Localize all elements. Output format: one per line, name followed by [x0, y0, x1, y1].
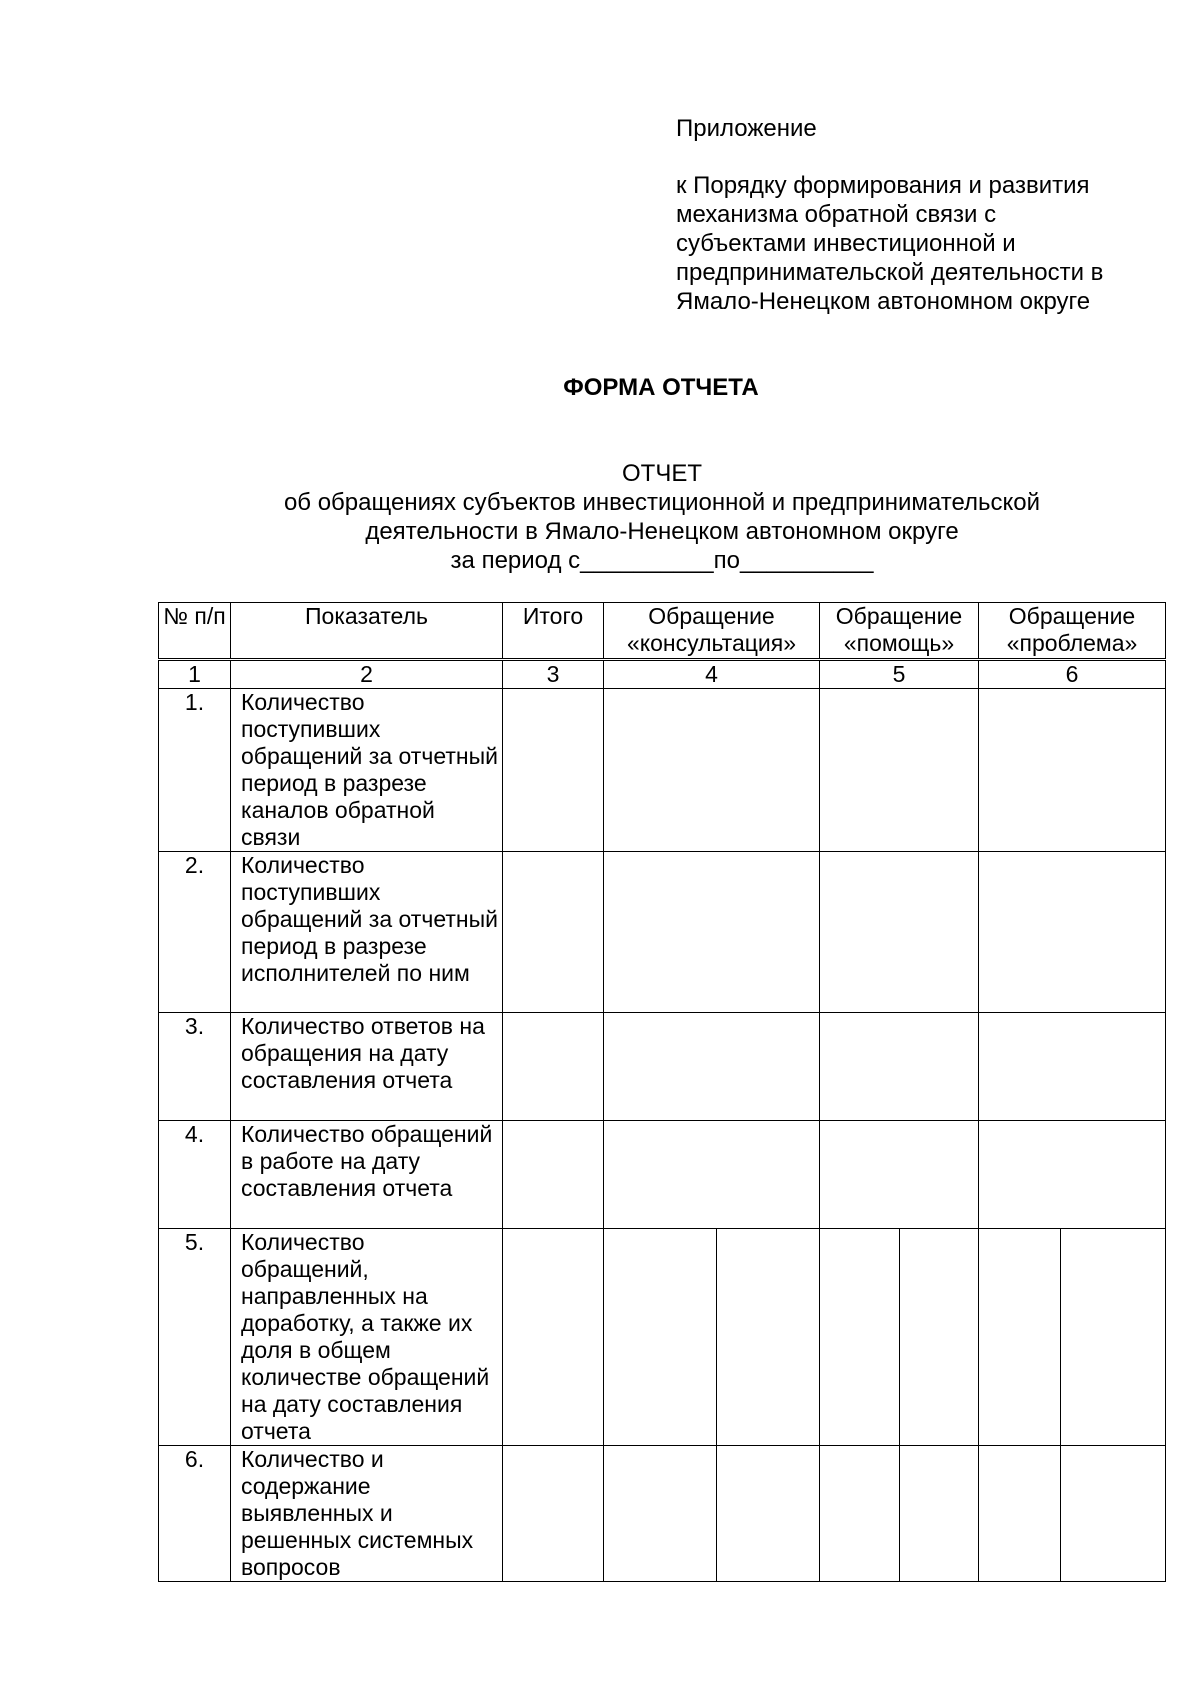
row-number: 5.: [159, 1229, 231, 1446]
consultation-count-cell: [604, 1229, 717, 1446]
problem-content-cell: [1061, 1446, 1166, 1582]
appendix-text: [676, 171, 1176, 316]
problem-cell: [979, 1121, 1166, 1229]
appendix-line: к Порядку формирования и развития: [676, 172, 1090, 199]
header-cell-indicator: Показатель: [231, 603, 503, 660]
help-count-cell: [820, 1446, 900, 1582]
appendix-line: механизма обратной связи с: [676, 201, 997, 228]
report-subtitle-line: об обращениях субъектов инвестиционной и предпринимательской: [283, 489, 1041, 516]
row-number: 2.: [159, 852, 231, 1013]
problem-cell: [979, 689, 1166, 852]
help-share-cell: [900, 1229, 979, 1446]
table-row: [159, 1013, 1166, 1121]
row-number: 6.: [159, 1446, 231, 1582]
row-indicator: Количество поступивших обращений за отчетный период в разрезе каналов обратной связи: [231, 689, 503, 852]
column-number-cell: 4: [604, 660, 820, 689]
consultation-content-cell: [717, 1446, 820, 1582]
row-number: 4.: [159, 1121, 231, 1229]
form-heading: ФОРМА ОТЧЕТА: [563, 374, 759, 401]
total-cell: [503, 1013, 604, 1121]
row-number: 3.: [159, 1013, 231, 1121]
problem-count-cell: [979, 1229, 1061, 1446]
problem-count-cell: [979, 1446, 1061, 1582]
header-cell-help: Обращение «помощь»: [820, 603, 979, 660]
header-cell-total: Итого: [503, 603, 604, 660]
help-cell: [820, 852, 979, 1013]
header-cell-problem: Обращение «проблема»: [979, 603, 1166, 660]
report-period-line: за период с__________по__________: [450, 547, 874, 574]
total-cell: [503, 1446, 604, 1582]
problem-cell: [979, 1013, 1166, 1121]
table-row: [159, 852, 1166, 1013]
table-row: [159, 1229, 1166, 1446]
problem-share-cell: [1061, 1229, 1166, 1446]
row-indicator: Количество обращений в работе на дату составления отчета: [231, 1121, 503, 1229]
total-cell: [503, 689, 604, 852]
column-number-cell: 6: [979, 660, 1166, 689]
row-indicator: Количество поступивших обращений за отчетный период в разрезе исполнителей по ним: [231, 852, 503, 1013]
row-number: 1.: [159, 689, 231, 852]
report-title-line: ОТЧЕТ: [622, 460, 702, 487]
column-number-row: [159, 660, 1166, 689]
table-row: [159, 1446, 1166, 1582]
consultation-cell: [604, 1013, 820, 1121]
consultation-cell: [604, 1121, 820, 1229]
problem-cell: [979, 852, 1166, 1013]
appendix-title: Приложение: [676, 115, 817, 142]
help-cell: [820, 1121, 979, 1229]
help-cell: [820, 689, 979, 852]
consultation-cell: [604, 689, 820, 852]
header-cell-consultation: Обращение «консультация»: [604, 603, 820, 660]
column-number-cell: 5: [820, 660, 979, 689]
column-number-cell: 3: [503, 660, 604, 689]
help-cell: [820, 1013, 979, 1121]
total-cell: [503, 1229, 604, 1446]
appendix-line: предпринимательской деятельности в: [676, 259, 1104, 286]
help-content-cell: [900, 1446, 979, 1582]
help-count-cell: [820, 1229, 900, 1446]
row-indicator: Количество обращений, направленных на доработку, а также их доля в общем количестве обращений на дату составления отчета: [231, 1229, 503, 1446]
row-indicator: Количество ответов на обращения на дату составления отчета: [231, 1013, 503, 1121]
report-subtitle-line: деятельности в Ямало-Ненецком автономном округе: [365, 518, 959, 545]
appendix-line: Ямало-Ненецком автономном округе: [676, 288, 1091, 315]
row-indicator: Количество и содержание выявленных и решенных системных вопросов: [231, 1446, 503, 1582]
appendix-line: субъектами инвестиционной и: [676, 230, 1016, 257]
table-header-row: [159, 603, 1166, 660]
column-number-cell: 1: [159, 660, 231, 689]
consultation-share-cell: [717, 1229, 820, 1446]
total-cell: [503, 852, 604, 1013]
appendix-block: [676, 114, 1176, 316]
consultation-count-cell: [604, 1446, 717, 1582]
report-table: [158, 602, 1166, 1582]
table-row: [159, 689, 1166, 852]
consultation-cell: [604, 852, 820, 1013]
table-row: [159, 1121, 1166, 1229]
column-number-cell: 2: [231, 660, 503, 689]
header-cell-number: № п/п: [159, 603, 231, 660]
report-title: [158, 459, 1166, 575]
total-cell: [503, 1121, 604, 1229]
